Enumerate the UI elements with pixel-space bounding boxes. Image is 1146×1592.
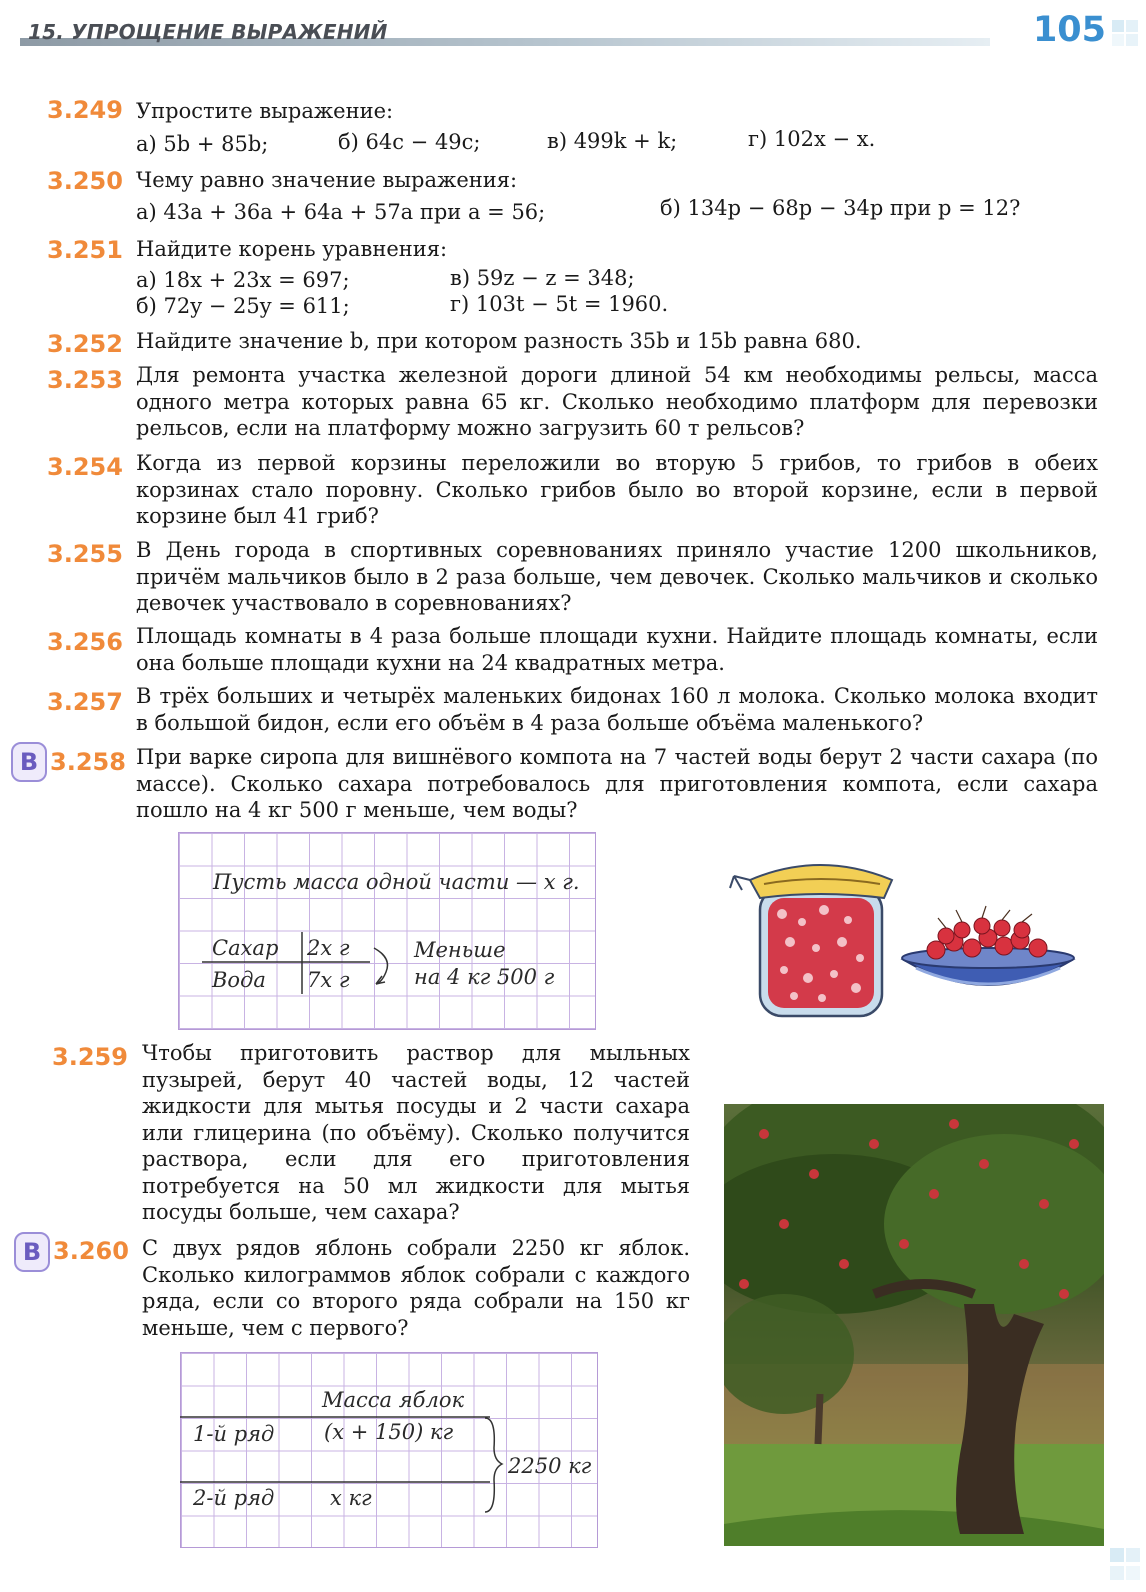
problem-number: 3.255	[47, 540, 123, 568]
decor-square	[1126, 1566, 1140, 1580]
problem-text: Чему равно значение выражения:	[136, 168, 518, 192]
problem-number: 3.258	[50, 748, 126, 776]
problem-text: При варке сиропа для вишнёвого компота на 7 частей воды берут 2 части сахара (по массе). Сколько сахара потребовалось для приготовления компота, если сахара пошло на 4 кг 500 г меньше, чем воды?	[136, 745, 1098, 822]
problem-text: Чтобы приготовить раствор для мыльных пузырей, берут 40 частей воды, 12 частей жидкости для мытья посуды и 2 части сахара или глицерина (по объёму). Сколько получится раствора, если для его приготовления потребуется на 50 мл жидкости для мытья посуды больше, чем сахара?	[142, 1041, 690, 1224]
difficulty-badge-icon: В	[11, 742, 47, 782]
problem-number: 3.249	[47, 96, 123, 124]
problem-text: Найдите корень уравнения:	[136, 237, 448, 261]
table-value: 7x г	[307, 968, 350, 992]
table-value: (x + 150) кг	[324, 1420, 454, 1444]
section-title: 15. УПРОЩЕНИЕ ВЫРАЖЕНИЙ	[28, 20, 388, 44]
table-label: 1-й ряд	[193, 1422, 275, 1446]
table-total: 2250 кг	[508, 1454, 592, 1478]
option: г) 103t − 5t = 1960.	[450, 292, 669, 316]
problem-number: 3.253	[47, 366, 123, 394]
option: а) 43a + 36a + 64a + 57a при a = 56;	[136, 200, 546, 224]
problem-number: 3.259	[52, 1043, 128, 1071]
problem-text: Площадь комнаты в 4 раза больше площади кухни. Найдите площадь комнаты, если она больше площади кухни на 24 квадратных метра.	[136, 624, 1098, 675]
relation-text: на 4 кг 500 г	[414, 965, 555, 989]
option: а) 18x + 23x = 697;	[136, 268, 350, 292]
table-value: 2x г	[307, 936, 350, 960]
decor-square	[1110, 1548, 1124, 1562]
problem-number: 3.251	[47, 236, 123, 264]
problem-text: С двух рядов яблонь собрали 2250 кг яблок. Сколько килограммов яблок собрали с каждого ряда, если со второго ряда собрали на 150 кг меньше, чем с первого?	[142, 1236, 690, 1340]
option: б) 72y − 25y = 611;	[136, 294, 350, 318]
relation-text: Меньше	[414, 938, 506, 962]
cherry-jar-illustration	[720, 850, 1100, 1020]
apple-tree-photo	[724, 1104, 1104, 1546]
problem-number: 3.260	[53, 1237, 129, 1265]
problem-text: Когда из первой корзины переложили во вторую 5 грибов, то грибов в обеих корзинах стало поровну. Сколько грибов было во второй корзине, если в первой корзине был 41 гриб?	[136, 451, 1098, 528]
problem-text: Найдите значение b, при котором разность 35b и 15b равна 680.	[136, 329, 862, 353]
table-label: 2-й ряд	[193, 1486, 275, 1510]
decor-square	[1112, 34, 1124, 46]
problem-text: В трёх больших и четырёх маленьких бидонах 160 л молока. Сколько молока входит в большой бидон, если его объём в 4 раза больше объёма маленького?	[136, 684, 1098, 735]
problem-text: Для ремонта участка железной дороги длиной 54 км необходимы рельсы, масса одного метра которых равна 65 кг. Сколько необходимо платформ для перевозки рельсов, если на платформу можно загрузить 60 т рельсов?	[136, 363, 1098, 440]
decor-square	[1126, 34, 1138, 46]
problem-number: 3.252	[47, 330, 123, 358]
problem-text: Упростите выражение:	[136, 99, 394, 123]
apple-tree-illustration	[724, 1104, 1104, 1546]
solution-table-lines	[178, 832, 594, 1028]
table-label: Сахар	[212, 936, 279, 960]
decor-square	[1110, 1566, 1124, 1580]
solution-note: Пусть масса одной части — x г.	[213, 870, 580, 894]
decor-square	[1126, 1548, 1140, 1562]
decor-square	[1112, 20, 1124, 32]
problem-number: 3.257	[47, 688, 123, 716]
difficulty-badge-icon: В	[14, 1232, 50, 1272]
option: в) 499k + k;	[547, 129, 678, 153]
decor-square	[1126, 20, 1138, 32]
table-label: Вода	[212, 968, 266, 992]
problem-number: 3.254	[47, 453, 123, 481]
option: г) 102x − x.	[748, 127, 876, 151]
option: а) 5b + 85b;	[136, 132, 269, 156]
table-header: Масса яблок	[322, 1388, 465, 1412]
option: в) 59z − z = 348;	[450, 266, 635, 290]
problem-number: 3.256	[47, 628, 123, 656]
option: б) 134p − 68p − 34p при p = 12?	[660, 196, 1021, 220]
problem-text: В День города в спортивных соревнованиях приняло участие 1200 школьников, причём мальчиков было в 2 раза больше, чем девочек. Сколько мальчиков и сколько девочек участвовало в соревнованиях?	[136, 538, 1098, 615]
option: б) 64c − 49c;	[338, 130, 481, 154]
page-number: 105	[1032, 10, 1106, 50]
solution-table-lines	[180, 1352, 596, 1546]
table-value: x кг	[330, 1486, 372, 1510]
problem-number: 3.250	[47, 167, 123, 195]
